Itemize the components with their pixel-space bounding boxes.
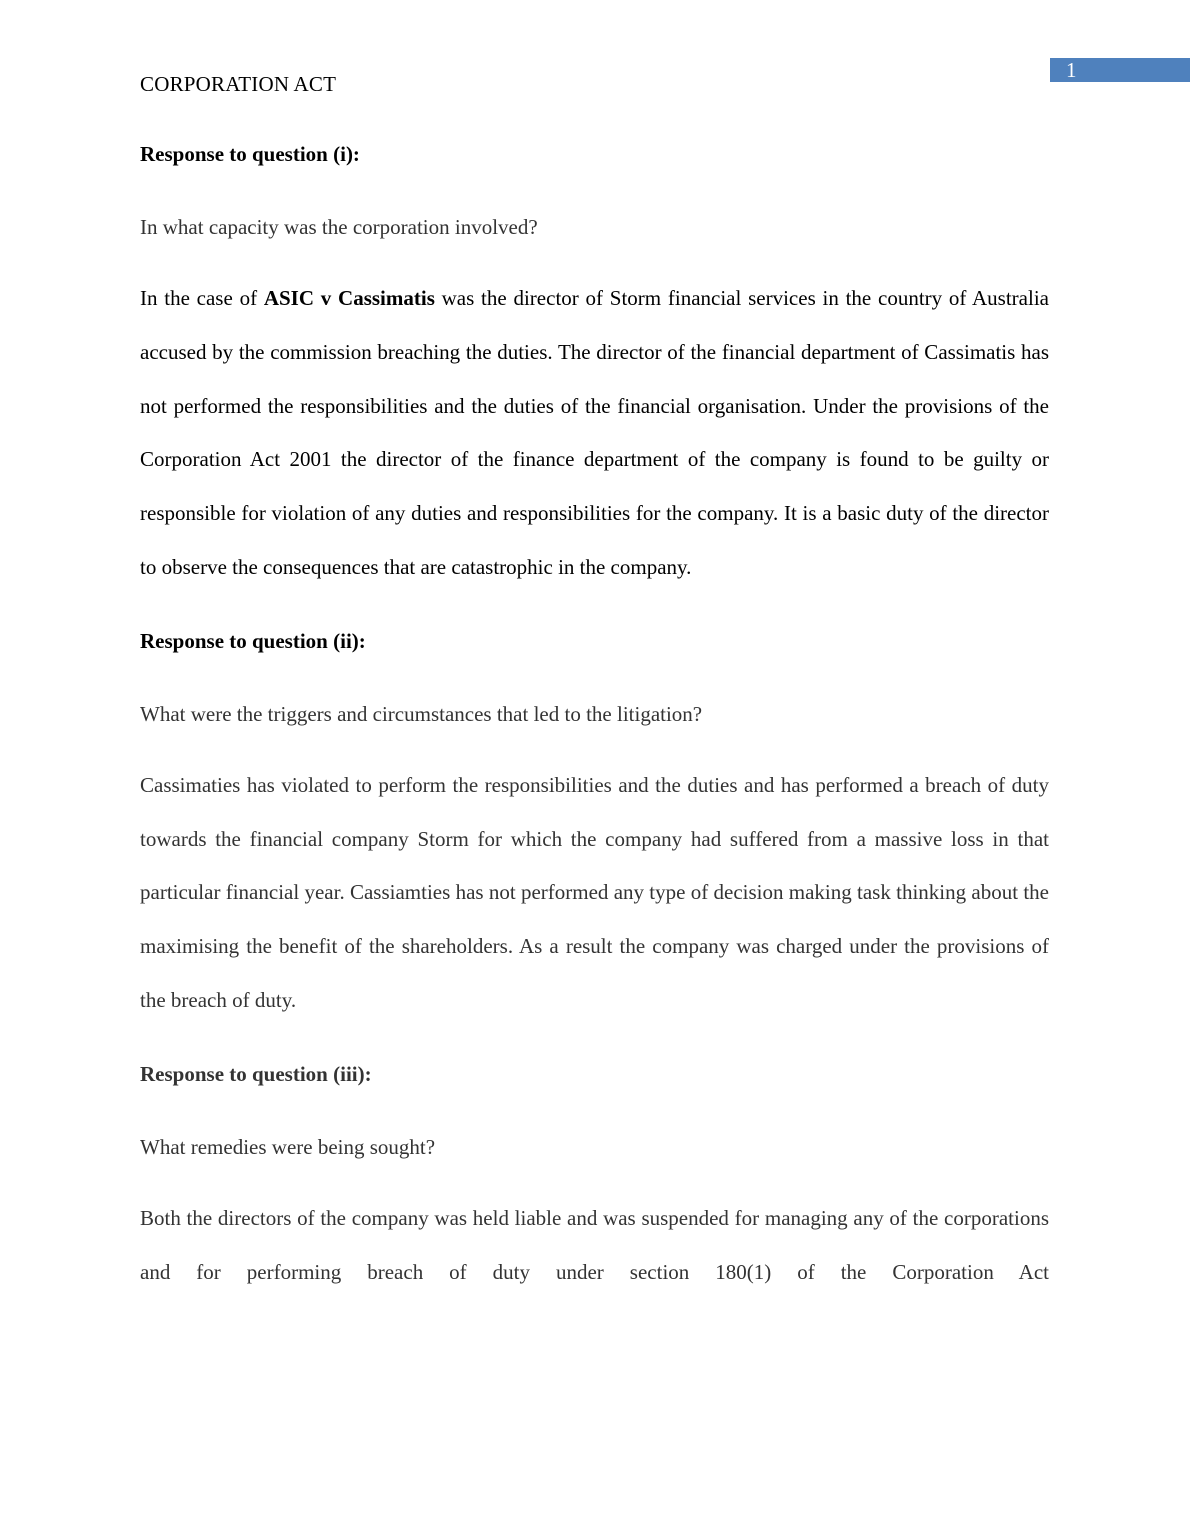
section-1-heading: Response to question (i): <box>140 142 360 166</box>
section-3-answer: Both the directors of the company was held liable and was suspended for managing any of the corporations and for performing breach of duty under section 180(1) of the Corporation Act <box>140 1205 1049 1284</box>
section-1-answer-prefix: In the case of <box>140 286 264 310</box>
section-2-answer: Cassimaties has violated to perform the responsibilities and the duties and has performed a breach of duty towards the financial company Storm for which the company had suffered from a massive loss in that particular financial year. Cassiamties has not performed any type of decision making task thinking about the maximising the benefit of the shareholders. As a result the company was charged under the provisions of the breach of duty. <box>140 772 1049 1012</box>
section-1-question: In what capacity was the corporation involved? <box>140 215 538 239</box>
document-header-title: CORPORATION ACT <box>140 72 337 96</box>
section-1-answer-rest: was the director of Storm financial services in the country of Australia accused by the commission breaching the duties. The director of the financial department of Cassimatis has not performed the responsibilities and the duties of the financial organisation. Under the provisions of the Corporation Act 2001 the director of the finance department of the company is found to be guilty or responsible for violation of any duties and responsibilities for the company. It is a basic duty of the director to observe the consequences that are catastrophic in the company. <box>140 286 1049 579</box>
page-number: 1 <box>1050 58 1190 82</box>
section-1-answer <box>140 272 1049 595</box>
section-3-heading: Response to question (iii): <box>140 1061 372 1086</box>
case-name: ASIC v Cassimatis <box>263 286 435 310</box>
section-3-question: What remedies were being sought? <box>140 1134 436 1159</box>
section-2-heading: Response to question (ii): <box>140 628 366 653</box>
section-2-question: What were the triggers and circumstances that led to the litigation? <box>140 701 703 726</box>
document-body <box>140 139 1049 1299</box>
